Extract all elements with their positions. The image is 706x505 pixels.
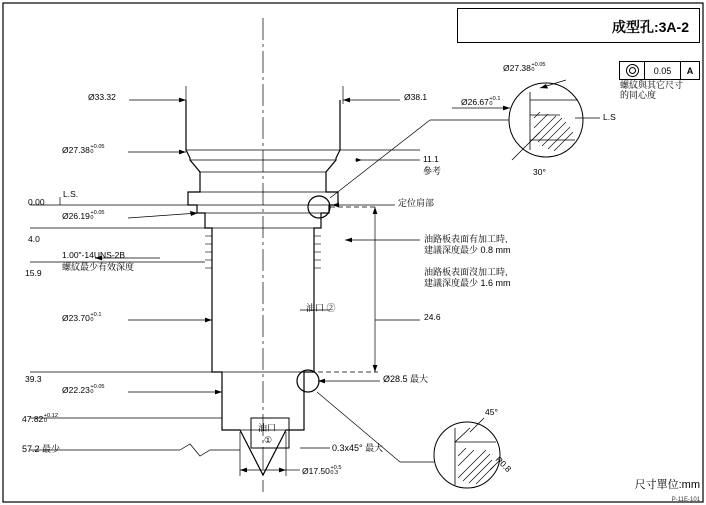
station-39-3: 39.3 [25, 374, 42, 384]
annotation-port-1-label: 油口 [258, 423, 277, 433]
footer-units: 尺寸單位:mm [634, 478, 700, 491]
gdt-tolerance-value: 0.05 [645, 62, 681, 79]
dim-dia-23-70: Ø23.70 +0.1 0 [62, 311, 102, 324]
dim-angle-30: 30° [533, 167, 546, 177]
gdt-feature-control-frame [619, 61, 700, 80]
dim-dia-27-38-detail: Ø27.38 +0.05 0 [503, 61, 546, 74]
annotation-thread-spec: 1.00"-14UNS-2B [62, 250, 126, 260]
dim-angle-45-detail: 45° [485, 407, 498, 417]
annotation-port-2: 油口 ② [306, 303, 336, 313]
dim-dia-26-19: Ø26.19 +0.05 0 [62, 209, 105, 222]
concentricity-icon [620, 62, 645, 79]
note-unmachined-line-2: 建議深度最少 1.6 mm [424, 278, 511, 288]
annotation-locating-shoulder: 定位肩部 [398, 198, 435, 208]
dim-dia-38-1: Ø38.1 [404, 92, 428, 102]
annotation-thread-depth-note: 螺紋最少有效深度 [62, 262, 135, 272]
note-machined-line-2: 建議深度最少 0.8 mm [424, 245, 511, 255]
dim-chamfer-note: 0.3x45° 最大 [332, 443, 384, 453]
port-1-label-box [250, 417, 290, 451]
label-ls: L.S. [63, 189, 79, 199]
title-text: 成型孔:3A-2 [611, 19, 689, 35]
detail-view-bottom [434, 418, 500, 488]
note-unmachined-line-1: 油路板表面沒加工時, [424, 267, 508, 277]
footer-code: P-11E-101 [671, 497, 700, 503]
gdt-note-line-2: 的同心度 [620, 90, 657, 100]
dim-dia-28-5-max: Ø28.5 最大 [383, 374, 429, 384]
station-57-2: 57.2 最少 [22, 444, 61, 454]
dim-dia-17-50: Ø17.50 +0.5 0.3 [302, 464, 342, 477]
station-15-9: 15.9 [25, 268, 42, 278]
port-1-circle [297, 370, 319, 392]
detail-view-top [509, 83, 600, 160]
dim-dia-22-23: Ø22.23 +0.05 0 [62, 383, 105, 396]
dim-dia-26-67: Ø26.67 +0.1 0 [461, 95, 501, 108]
dim-radius-r08: R0.8 [493, 454, 514, 475]
label-ls-detail: L.S [603, 112, 616, 122]
dim-dia-33-32: Ø33.32 [88, 92, 116, 102]
gdt-note-line-1: 螺紋與其它尺寸 [620, 80, 684, 90]
dim-depth-24-6: 24.6 [424, 312, 441, 322]
dim-dia-27-38-top: Ø27.38 +0.05 0 [62, 143, 105, 156]
port-2-circle [308, 196, 330, 218]
station-4-0: 4.0 [28, 234, 40, 244]
dim-depth-11-1-note: 參考 [423, 166, 442, 176]
dim-depth-11-1: 11.1 [423, 154, 439, 164]
note-machined-line-1: 油路板表面有加工時, [424, 234, 508, 244]
station-0-00: 0.00 [28, 197, 45, 207]
station-47-82: 47.82 +0.12 0 [22, 412, 58, 425]
gdt-datum-letter: A [686, 65, 694, 76]
annotation-port-1-number: ① [264, 435, 273, 445]
title-block [457, 8, 700, 43]
